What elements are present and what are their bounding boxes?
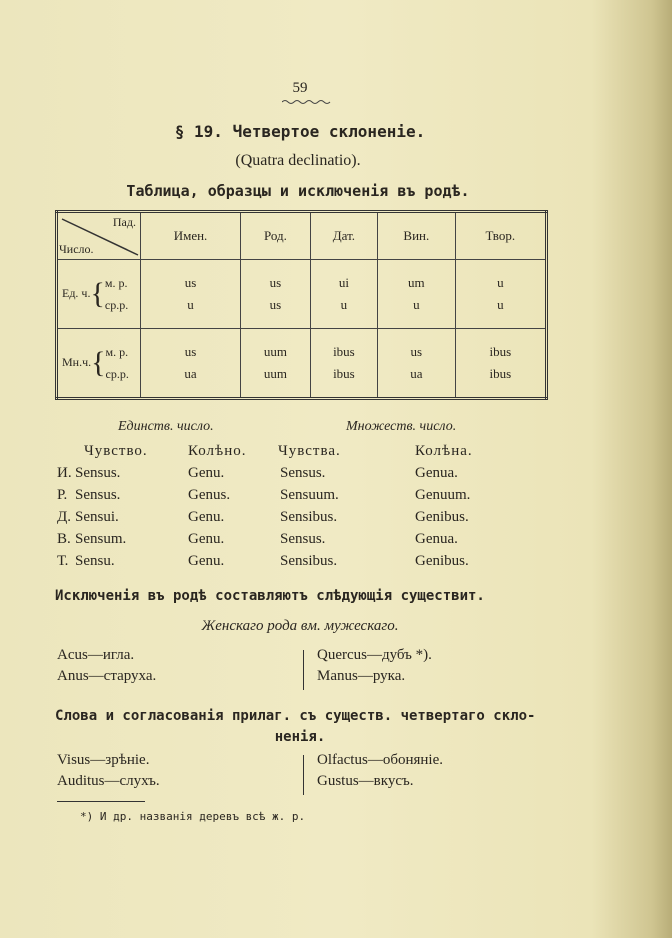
table-cell: us u [141,260,241,329]
word-item: Visus—зрѣніе. [57,752,150,768]
paradigm-form: Sensui. [75,509,119,525]
corner-cell [57,212,141,260]
group-label: Мн.ч.{ м. р. ср.р. [57,328,141,398]
group-label: Ед. ч.{ м. р. ср.р. [57,260,141,329]
table-cell: um u [378,260,456,329]
table-cell: ibus ibus [310,328,377,398]
footnote: *) И др. названія деревъ всѣ ж. р. [80,810,306,823]
paradigm-form: Sensibus. [280,553,338,569]
table-cell: us us [241,260,311,329]
paradigm-form: Genu. [188,465,225,481]
corner-number-label: Число. [59,242,94,256]
column-divider [303,755,304,795]
words-heading-cont: ненія. [274,729,326,745]
exception-item: Acus—игла. [57,647,135,663]
paradigm-form: Sensus. [75,465,121,481]
page-number: 59 [292,80,308,96]
column-header: Вин. [378,212,456,260]
exception-item: Manus—рука. [317,668,406,684]
section-heading: § 19. Четвертое склоненіе. [174,122,426,141]
paradigm-form: Genu. [188,553,225,569]
column-divider [303,650,304,690]
paradigm-form: Genibus. [415,509,469,525]
table-row-group-plural [57,328,547,398]
ornament-squiggle [282,99,334,105]
paradigm-form: Sensibus. [280,509,338,525]
table-cell: u u [455,260,546,329]
exception-item: Anus—старуха. [57,668,157,684]
paradigm-form: Sensuum. [280,487,339,503]
declension-table [55,210,548,400]
case-label: И. [57,465,72,481]
case-label: Д. [57,509,71,525]
paradigm-form: Genuum. [415,487,471,503]
table-cell: ui u [310,260,377,329]
table-cell: us ua [378,328,456,398]
case-label: Р. [57,487,68,503]
table-title: Таблица, образцы и исключенія въ родѣ. [126,182,470,200]
paradigm-form: Genua. [415,531,458,547]
section-subheading: (Quatra declinatio). [235,152,361,169]
paradigm-form: Genu. [188,509,225,525]
word-item: Auditus—слухъ. [57,773,160,789]
paradigm-form: Sensum. [75,531,127,547]
column-header: Род. [241,212,311,260]
column-header: Дат. [310,212,377,260]
paradigm-header: Чувство. [84,443,148,459]
case-label: Т. [57,553,69,569]
words-heading: Слова и согласованія прилаг. съ существ. четвертаго скло- [55,708,536,724]
paradigm-form: Genus. [188,487,231,503]
paradigm-form: Sensus. [280,531,326,547]
corner-case-label: Пад. [112,215,136,229]
table-row-group-singular [57,260,547,329]
paradigm-header: Колѣна. [415,443,473,459]
paradigm-form: Sensus. [280,465,326,481]
word-item: Gustus—вкусъ. [317,773,414,789]
exceptions-subheading: Женскаго рода вм. мужескаго. [201,618,399,634]
footnote-rule [57,801,145,802]
plural-label: Множеств. число. [346,419,457,434]
word-item: Olfactus—обоняніе. [317,752,443,768]
exceptions-heading: Исключенія въ родѣ составляютъ слѣдующія существит. [55,588,485,604]
paradigm-form: Sensus. [75,487,121,503]
case-label: В. [57,531,71,547]
paradigm-header: Чувства. [278,443,341,459]
table-cell: ibus ibus [455,328,546,398]
table-cell: us ua [141,328,241,398]
paradigm-form: Genua. [415,465,458,481]
paradigm-form: Sensu. [75,553,115,569]
table-cell: uum uum [241,328,311,398]
paradigm-form: Genu. [188,531,225,547]
column-header: Твор. [455,212,546,260]
paradigm-form: Genibus. [415,553,469,569]
column-header: Имен. [141,212,241,260]
paradigm-header: Колѣно. [188,443,247,459]
exception-item: Quercus—дубъ *). [317,647,432,663]
singular-label: Единств. число. [118,419,214,434]
